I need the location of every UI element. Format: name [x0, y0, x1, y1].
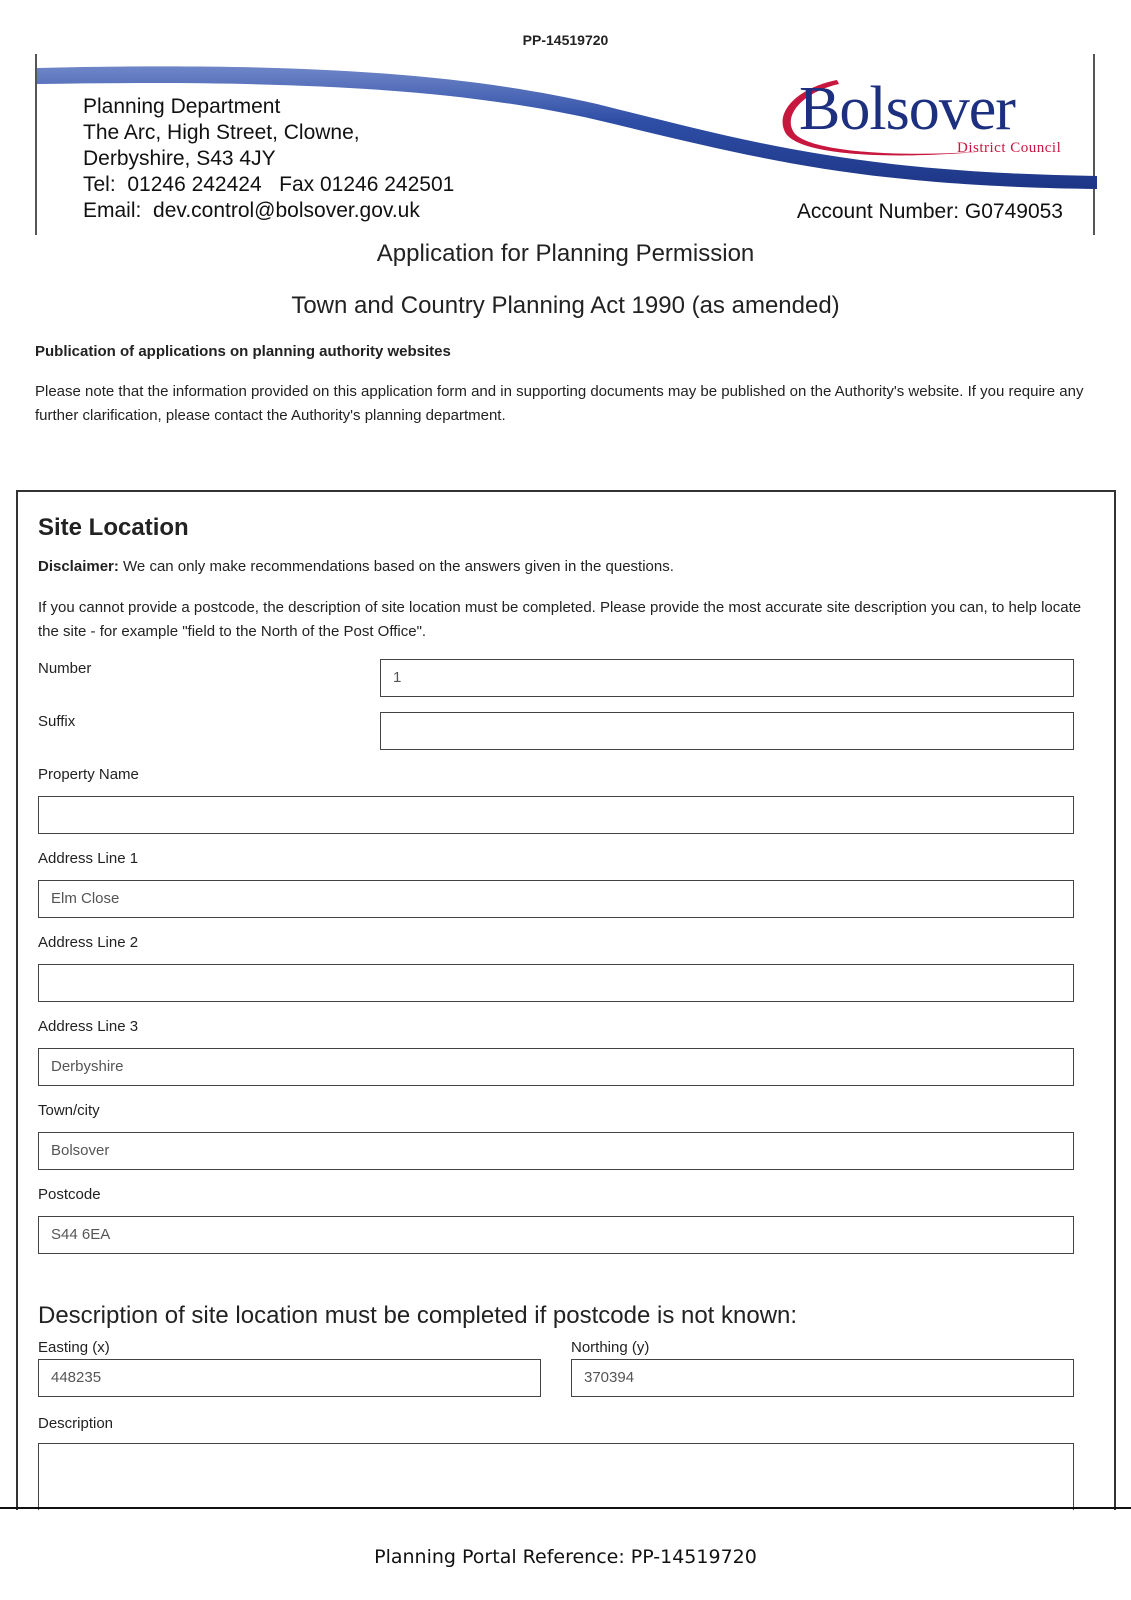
- publication-heading: Publication of applications on planning authority websites: [35, 343, 451, 360]
- logo-subtitle: District Council: [957, 140, 1062, 156]
- disclaimer-text: We can only make recommendations based on the answers given in the questions.: [118, 558, 674, 575]
- address-line-1-label: Address Line 1: [38, 850, 139, 867]
- address-line: The Arc, High Street, Clowne,: [83, 121, 360, 144]
- phone-fax-line: Tel: 01246 242424 Fax 01246 242501: [83, 173, 455, 196]
- council-address: [83, 94, 454, 224]
- disclaimer-label: Disclaimer:: [38, 558, 119, 575]
- northing-field[interactable]: 370394: [571, 1359, 1074, 1397]
- postcode-label: Postcode: [38, 1186, 101, 1203]
- suffix-label: Suffix: [38, 713, 76, 730]
- address-line: Planning Department: [83, 95, 281, 118]
- address-line-3-field[interactable]: Derbyshire: [38, 1048, 1074, 1086]
- suffix-field[interactable]: [380, 712, 1074, 750]
- address-line: Derbyshire, S43 4JY: [83, 147, 276, 170]
- description-field[interactable]: [38, 1443, 1074, 1510]
- address-line-2-field[interactable]: [38, 964, 1074, 1002]
- town-field[interactable]: Bolsover: [38, 1132, 1074, 1170]
- property-name-field[interactable]: [38, 796, 1074, 834]
- footer-divider: [0, 1507, 1131, 1509]
- letterhead: [35, 54, 1095, 235]
- easting-label: Easting (x): [38, 1339, 110, 1356]
- site-location-panel: [16, 490, 1116, 1510]
- town-label: Town/city: [38, 1102, 100, 1119]
- account-number: Account Number: G0749053: [796, 200, 1063, 223]
- address-line-3-label: Address Line 3: [38, 1018, 139, 1035]
- section-title: Site Location: [38, 514, 189, 541]
- logo-wordmark: Bolsover: [799, 75, 1015, 143]
- northing-label: Northing (y): [571, 1339, 650, 1356]
- property-name-label: Property Name: [38, 766, 139, 783]
- address-line-2-label: Address Line 2: [38, 934, 139, 951]
- easting-field[interactable]: 448235: [38, 1359, 541, 1397]
- form-title: Application for Planning Permission: [376, 240, 755, 267]
- number-label: Number: [38, 660, 92, 677]
- disclaimer: [38, 558, 674, 575]
- address-line-1-field[interactable]: Elm Close: [38, 880, 1074, 918]
- bolsover-logo: [777, 72, 1067, 162]
- instructions: If you cannot provide a postcode, the description of site location must be completed. Please provide the most accurate site description you can, to help locate the site - for example "field to the North of the Post Office".: [38, 599, 1082, 640]
- footer-reference: Planning Portal Reference: PP-14519720: [374, 1546, 757, 1568]
- number-field[interactable]: 1: [380, 659, 1074, 697]
- postcode-field[interactable]: S44 6EA: [38, 1216, 1074, 1254]
- description-heading: Description of site location must be completed if postcode is not known:: [38, 1302, 798, 1329]
- description-label: Description: [38, 1415, 114, 1432]
- act-title: Town and Country Planning Act 1990 (as amended): [291, 292, 840, 319]
- reference-number: PP-14519720: [522, 32, 609, 48]
- email-line: Email: dev.control@bolsover.gov.uk: [83, 199, 420, 222]
- publication-text: Please note that the information provided on this application form and in supporting documents may be published on the Authority's website. If you require any further clarification, please contact the Authority's planning department.: [35, 383, 1084, 424]
